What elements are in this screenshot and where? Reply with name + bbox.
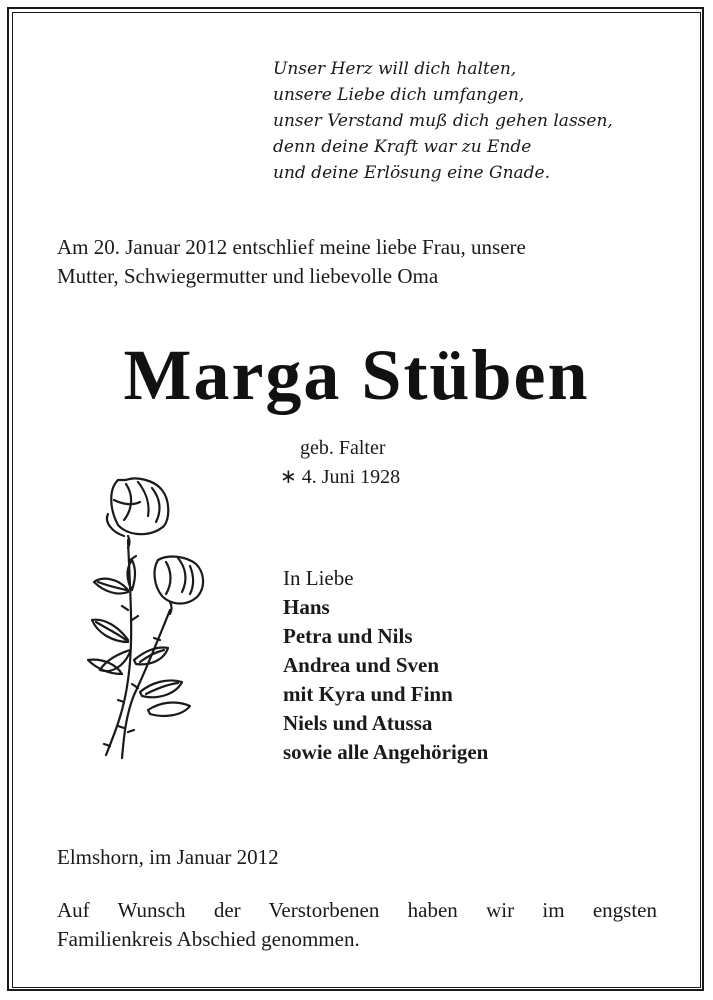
closing-note xyxy=(57,896,657,954)
mourner-name: Andrea und Sven xyxy=(283,653,440,677)
mourner-name: Petra und Nils xyxy=(283,624,413,648)
mourner-name: mit Kyra und Finn xyxy=(283,682,453,706)
note-line: Auf Wunsch der Verstorbenen haben wir im engsten xyxy=(57,898,657,922)
poem xyxy=(273,56,673,186)
poem-line: denn deine Kraft war zu Ende xyxy=(273,137,532,157)
mourners-heading: In Liebe xyxy=(283,566,354,590)
deceased-name: Marga Stüben xyxy=(123,335,590,415)
mourner-name: Hans xyxy=(283,595,330,619)
intro-text xyxy=(57,233,662,291)
mourners-block xyxy=(283,564,643,767)
birth-date: ∗ 4. Juni 1928 xyxy=(280,466,401,488)
mourner-name: Niels und Atussa xyxy=(283,711,433,735)
poem-line: unsere Liebe dich umfangen, xyxy=(273,85,525,105)
place-date: Elmshorn, im Januar 2012 xyxy=(57,845,279,869)
poem-line: Unser Herz will dich halten, xyxy=(273,59,517,79)
rose-icon xyxy=(78,470,218,770)
mourner-name: sowie alle Angehörigen xyxy=(283,740,489,764)
poem-line: und deine Erlösung eine Gnade. xyxy=(273,163,551,183)
intro-line: Am 20. Januar 2012 entschlief meine liebe Frau, unsere xyxy=(57,235,526,259)
birth-info xyxy=(280,434,480,492)
poem-line: unser Verstand muß dich gehen lassen, xyxy=(273,111,613,131)
intro-line: Mutter, Schwiegermutter und liebevolle Oma xyxy=(57,264,439,288)
note-line: Familienkreis Abschied genommen. xyxy=(57,927,360,951)
maiden-name: geb. Falter xyxy=(300,437,386,459)
